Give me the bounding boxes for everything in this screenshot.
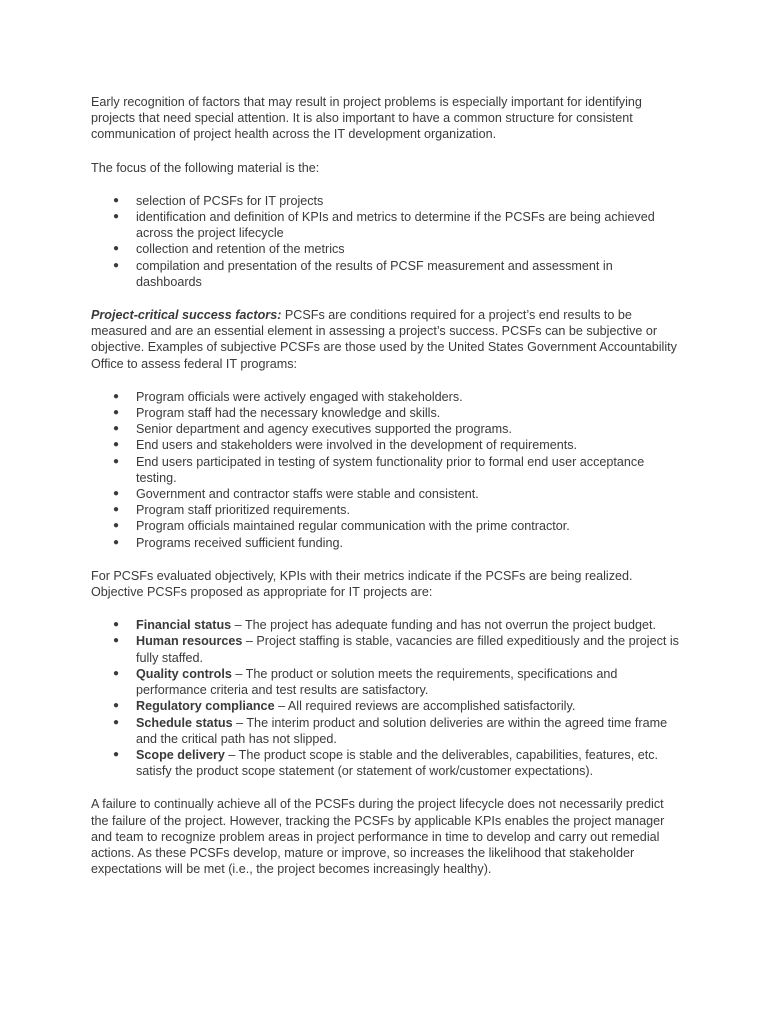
bullet-icon: ● bbox=[113, 423, 120, 435]
bullet-icon: ● bbox=[113, 211, 120, 223]
intro-paragraph: Early recognition of factors that may result in project problems is especially important for identifying projects that need special attention. It is also important to have a common structure for consistent communication of project health across the IT development organization. bbox=[91, 95, 642, 142]
document-body bbox=[91, 94, 681, 877]
bullet-icon: ● bbox=[113, 520, 120, 532]
list-item: ● collection and retention of the metrics bbox=[113, 242, 345, 257]
focus-list bbox=[91, 193, 681, 290]
bullet-icon: ● bbox=[113, 259, 120, 271]
objective-term: Schedule status bbox=[136, 715, 233, 730]
list-item: ● Financial status – The project has adequate funding and has not overrun the project budget. bbox=[113, 618, 656, 633]
list-item: ● compilation and presentation of the results of PCSF measurement and assessment in dashboards bbox=[113, 258, 613, 289]
objective-list bbox=[91, 617, 681, 779]
list-item: ● Program officials were actively engaged with stakeholders. bbox=[113, 389, 463, 404]
list-item: ● Program staff prioritized requirements. bbox=[113, 503, 350, 518]
subjective-list bbox=[91, 389, 681, 551]
list-item: ● Regulatory compliance – All required reviews are accomplished satisfactorily. bbox=[113, 699, 576, 714]
pcsf-label: Project-critical success factors: bbox=[91, 308, 282, 323]
objective-term: Quality controls bbox=[136, 666, 232, 681]
list-item: ● Program staff had the necessary knowledge and skills. bbox=[113, 406, 441, 421]
objective-intro: For PCSFs evaluated objectively, KPIs with their metrics indicate if the PCSFs are being realized. Objective PCSFs proposed as appropriate for IT projects are: bbox=[91, 568, 633, 600]
list-item: ● Human resources – Project staffing is stable, vacancies are filled expeditiously and the project is fully staffed. bbox=[113, 634, 679, 665]
bullet-icon: ● bbox=[113, 619, 120, 631]
bullet-icon: ● bbox=[113, 667, 120, 679]
list-item: ● selection of PCSFs for IT projects bbox=[113, 193, 324, 208]
bullet-icon: ● bbox=[113, 390, 120, 402]
bullet-icon: ● bbox=[113, 439, 120, 451]
conclusion-paragraph: A failure to continually achieve all of the PCSFs during the project lifecycle does not necessarily predict the failure of the project. However, tracking the PCSFs by applicable KPIs enables the project manager and team to recognize problem areas in project performance in time to develop and carry out remedial actions. As these PCSFs develop, mature or improve, so increases the likelihood that stakeholder expectations will be met (i.e., the project becomes increasingly healthy). bbox=[91, 797, 665, 877]
list-item: ● Quality controls – The product or solution meets the requirements, specifications and performance criteria and test results are satisfactory. bbox=[113, 666, 618, 698]
list-item: ● Schedule status – The interim product and solution deliveries are within the agreed time frame and the critical path has not slipped. bbox=[113, 715, 668, 746]
objective-term: Human resources bbox=[136, 634, 243, 649]
list-item: ● Program officials maintained regular communication with the prime contractor. bbox=[113, 519, 570, 534]
objective-term: Regulatory compliance bbox=[136, 699, 275, 714]
focus-heading: The focus of the following material is the: bbox=[91, 160, 320, 175]
bullet-icon: ● bbox=[113, 700, 120, 712]
bullet-icon: ● bbox=[113, 407, 120, 419]
list-item: ● Government and contractor staffs were stable and consistent. bbox=[113, 487, 479, 502]
list-item: ● Programs received sufficient funding. bbox=[113, 535, 343, 550]
list-item: ● Senior department and agency executives supported the programs. bbox=[113, 422, 512, 437]
objective-term: Scope delivery bbox=[136, 747, 225, 762]
bullet-icon: ● bbox=[113, 243, 120, 255]
bullet-icon: ● bbox=[113, 748, 120, 760]
bullet-icon: ● bbox=[113, 536, 120, 548]
pcsf-text: PCSFs are conditions required for a project’s end results to be measured and are an essential element in assessing a project’s success. PCSFs can be subjective or objective. Examples of subjective PCSFs are those used by the United States Government Accountability Office to assess federal IT programs: bbox=[91, 308, 677, 371]
list-item: ● Scope delivery – The product scope is stable and the deliverables, capabilities, features, etc. satisfy the product scope statement (or statement of work/customer expectations). bbox=[113, 747, 659, 779]
bullet-icon: ● bbox=[113, 635, 120, 647]
bullet-icon: ● bbox=[113, 194, 120, 206]
bullet-icon: ● bbox=[113, 504, 120, 516]
objective-term: Financial status bbox=[136, 618, 232, 633]
list-item: ● identification and definition of KPIs and metrics to determine if the PCSFs are being achieved across the project lifecycle bbox=[113, 210, 655, 241]
bullet-icon: ● bbox=[113, 488, 120, 500]
list-item: ● End users participated in testing of system functionality prior to formal end user acceptance testing. bbox=[113, 454, 645, 485]
pcsf-paragraph bbox=[91, 307, 681, 372]
bullet-icon: ● bbox=[113, 716, 120, 728]
list-item: ● End users and stakeholders were involved in the development of requirements. bbox=[113, 438, 578, 453]
bullet-icon: ● bbox=[113, 455, 120, 467]
